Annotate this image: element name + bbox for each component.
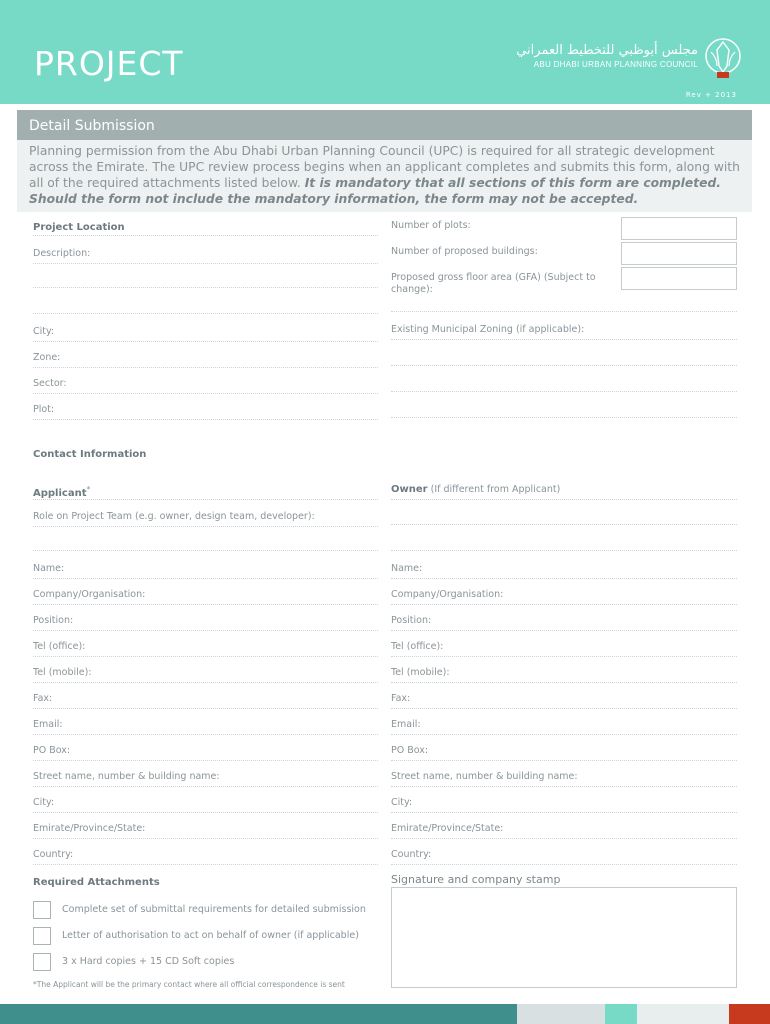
applicant-position-field[interactable]: Position:	[33, 615, 378, 631]
org-name-arabic: مجلس أبوظبي للتخطيط العمراني	[516, 43, 698, 58]
applicant-pobox-field[interactable]: PO Box:	[33, 745, 378, 761]
applicant-footnote: *The Applicant will be the primary contact where all official correspondence is sent	[33, 980, 345, 989]
applicant-street-field[interactable]: Street name, number & building name:	[33, 771, 378, 787]
attachment-label-submittal: Complete set of submittal requirements for detailed submission	[62, 904, 366, 915]
signature-title: Signature and company stamp	[391, 873, 561, 886]
revision-label: Rev + 2013	[685, 91, 737, 99]
owner-pobox-field[interactable]: PO Box:	[391, 745, 737, 761]
zoning-line-2[interactable]	[391, 350, 737, 366]
footer-segment-mint	[605, 1004, 637, 1024]
org-name: ABU DHABI URBAN PLANNING COUNCIL	[533, 60, 698, 69]
num-plots-input[interactable]	[621, 217, 737, 240]
applicant-heading-line	[33, 484, 378, 500]
owner-city-field[interactable]: City:	[391, 797, 737, 813]
contact-heading: Contact Information	[33, 449, 147, 460]
attachment-checkbox-copies[interactable]	[33, 953, 51, 971]
applicant-company-field[interactable]: Company/Organisation:	[33, 589, 378, 605]
applicant-country-field[interactable]: Country:	[33, 849, 378, 865]
owner-role-line-2[interactable]	[391, 535, 737, 551]
applicant-asterisk: *	[86, 485, 91, 494]
applicant-name-field[interactable]: Name:	[33, 563, 378, 579]
attachment-checkbox-authorisation[interactable]	[33, 927, 51, 945]
owner-position-field[interactable]: Position:	[391, 615, 737, 631]
applicant-city-field[interactable]: City:	[33, 797, 378, 813]
attachment-label-authorisation: Letter of authorisation to act on behalf of owner (if applicable)	[62, 930, 359, 941]
owner-company-field[interactable]: Company/Organisation:	[391, 589, 737, 605]
form-title: PROJECT	[34, 44, 184, 83]
applicant-emirate-field[interactable]: Emirate/Province/State:	[33, 823, 378, 839]
applicant-tel-office-field[interactable]: Tel (office):	[33, 641, 378, 657]
intro-text	[17, 140, 752, 212]
applicant-fax-field[interactable]: Fax:	[33, 693, 378, 709]
signature-stamp-box[interactable]	[391, 887, 737, 988]
gfa-input[interactable]	[621, 267, 737, 290]
description-line-2[interactable]	[33, 272, 378, 288]
applicant-tel-mobile-field[interactable]: Tel (mobile):	[33, 667, 378, 683]
footer-segment-light	[637, 1004, 729, 1024]
zone-field[interactable]: Zone:	[33, 352, 378, 368]
owner-country-field[interactable]: Country:	[391, 849, 737, 865]
owner-note: (If different from Applicant)	[430, 484, 561, 495]
owner-name-field[interactable]: Name:	[391, 563, 737, 579]
city-field[interactable]: City:	[33, 326, 378, 342]
num-plots-label: Number of plots:	[391, 220, 471, 231]
owner-fax-field[interactable]: Fax:	[391, 693, 737, 709]
attachment-checkbox-submittal[interactable]	[33, 901, 51, 919]
footer-segment-teal	[0, 1004, 517, 1024]
attachments-heading: Required Attachments	[33, 877, 160, 888]
owner-emirate-field[interactable]: Emirate/Province/State:	[391, 823, 737, 839]
description-field[interactable]: Description:	[33, 248, 378, 264]
intro-body: Planning permission from the Abu Dhabi Urban Planning Council (UPC) is required for all strategic development across the Emirate. The UPC review process begins when an applicant completes and submits this form, along with all of the required attachments listed below.	[29, 144, 740, 190]
gfa-label: Proposed gross floor area (GFA) (Subject to change):	[391, 272, 596, 295]
owner-heading: Owner	[391, 484, 428, 495]
num-buildings-label: Number of proposed buildings:	[391, 246, 538, 257]
owner-tel-office-field[interactable]: Tel (office):	[391, 641, 737, 657]
page-header	[0, 0, 770, 104]
owner-heading-line	[391, 484, 737, 500]
role-line-2[interactable]	[33, 535, 378, 551]
project-location-heading: Project Location	[33, 222, 125, 233]
role-field[interactable]: Role on Project Team (e.g. owner, design team, developer):	[33, 511, 378, 527]
footer-segment-grey	[517, 1004, 605, 1024]
intro-mandatory: It is mandatory that all sections of this form are completed. Should the form not include the mandatory information, the form may not be accepted.	[29, 176, 721, 206]
zoning-line-4[interactable]	[391, 402, 737, 418]
project-location-line[interactable]	[33, 222, 378, 236]
section-title: Detail Submission	[29, 118, 155, 134]
sector-field[interactable]: Sector:	[33, 378, 378, 394]
applicant-email-field[interactable]: Email:	[33, 719, 378, 735]
attachment-label-copies: 3 x Hard copies + 15 CD Soft copies	[62, 956, 235, 967]
footer-strip	[0, 1004, 770, 1024]
falcon-emblem-icon	[703, 36, 743, 80]
description-line-3[interactable]	[33, 298, 378, 314]
owner-email-field[interactable]: Email:	[391, 719, 737, 735]
applicant-heading: Applicant	[33, 488, 87, 500]
gfa-line[interactable]	[391, 296, 737, 312]
owner-role-line-1[interactable]	[391, 509, 737, 525]
owner-street-field[interactable]: Street name, number & building name:	[391, 771, 737, 787]
zoning-field[interactable]: Existing Municipal Zoning (if applicable):	[391, 324, 737, 340]
num-buildings-input[interactable]	[621, 242, 737, 265]
plot-field[interactable]: Plot:	[33, 404, 378, 420]
zoning-line-3[interactable]	[391, 376, 737, 392]
footer-segment-red	[729, 1004, 770, 1024]
section-bar	[17, 110, 752, 140]
owner-tel-mobile-field[interactable]: Tel (mobile):	[391, 667, 737, 683]
